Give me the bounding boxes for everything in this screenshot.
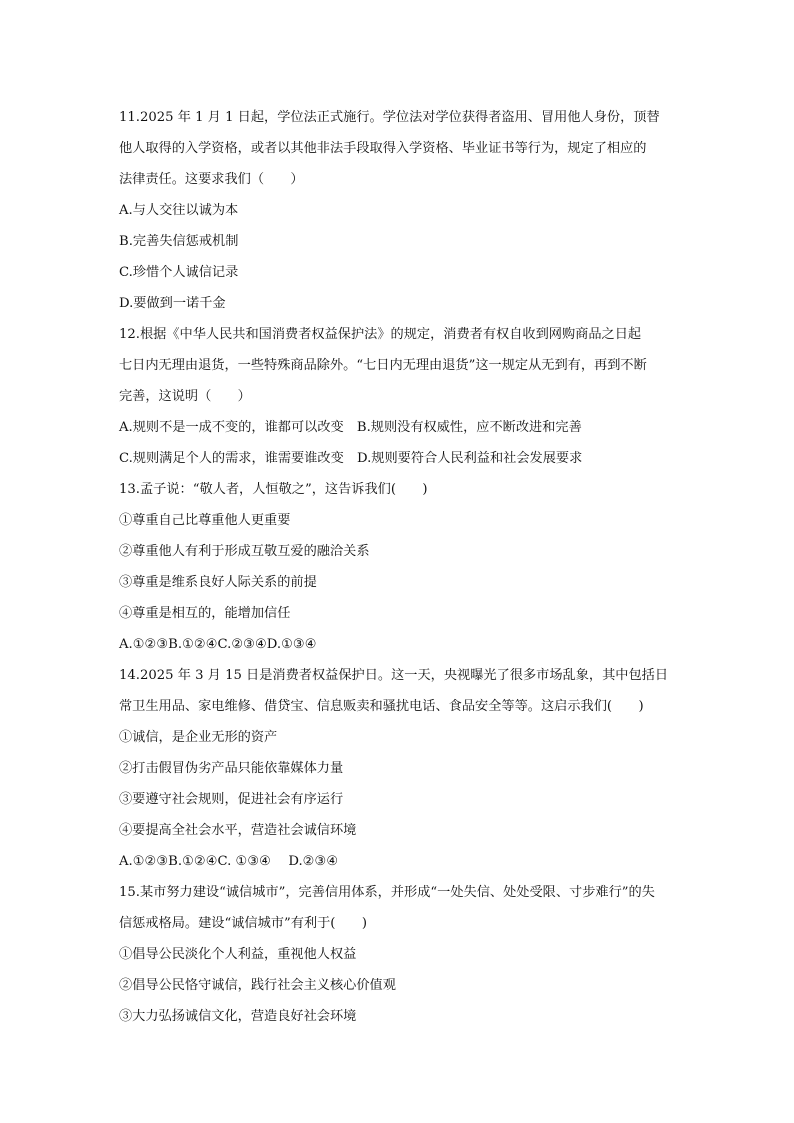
question-11 bbox=[119, 102, 679, 319]
question-stem-line: 他人取得的入学资格，或者以其他非法手段取得入学资格、毕业证书等行为，规定了相应的 bbox=[119, 141, 647, 156]
answer-option: A.与人交往以诚为本 bbox=[119, 203, 239, 218]
statement-option: ②打击假冒伪劣产品只能依靠媒体力量 bbox=[119, 761, 344, 776]
statement-option: ①诚信，是企业无形的资产 bbox=[119, 730, 278, 745]
question-13 bbox=[119, 474, 679, 660]
statement-option: ④要提高全社会水平，营造社会诚信环境 bbox=[119, 823, 357, 838]
answer-choices: A.①②③B.①②④C.②③④D.①③④ bbox=[119, 637, 317, 652]
answer-choices: A.①②③B.①②④C. ①③④ D.②③④ bbox=[119, 854, 339, 869]
question-stem-line: 常卫生用品、家电维修、借贷宝、信息贩卖和骚扰电话、食品安全等等。这启示我们( ) bbox=[119, 699, 644, 714]
statement-option: ③大力弘扬诚信文化，营造良好社会环境 bbox=[119, 1009, 357, 1024]
question-15 bbox=[119, 877, 679, 1032]
statement-option: ④尊重是相互的，能增加信任 bbox=[119, 606, 291, 621]
question-stem-line: 12.根据《中华人民共和国消费者权益保护法》的规定，消费者有权自收到网购商品之日起 bbox=[119, 327, 642, 342]
statement-option: ②尊重他人有利于形成互敬互爱的融洽关系 bbox=[119, 544, 370, 559]
answer-option: D.要做到一诺千金 bbox=[119, 296, 226, 311]
question-12 bbox=[119, 319, 679, 474]
question-stem-line: 11.2025 年 1 月 1 日起，学位法正式施行。学位法对学位获得者盗用、冒用他人身份，顶替 bbox=[119, 110, 660, 125]
answer-option: C.珍惜个人诚信记录 bbox=[119, 265, 239, 280]
statement-option: ②倡导公民恪守诚信，践行社会主义核心价值观 bbox=[119, 978, 396, 993]
question-14 bbox=[119, 660, 679, 877]
question-stem-line: 14.2025 年 3 月 15 日是消费者权益保护日。这一天，央视曝光了很多市场乱象，其中包括日 bbox=[119, 668, 669, 683]
question-stem-line: 七日内无理由退货，一些特殊商品除外。“七日内无理由退货”这一规定从无到有，再到不断 bbox=[119, 358, 647, 373]
question-stem-line: 13.孟子说：“敬人者，人恒敬之”，这告诉我们( ) bbox=[119, 482, 428, 497]
answer-option: B.完善失信惩戒机制 bbox=[119, 234, 239, 249]
statement-option: ③尊重是维系良好人际关系的前提 bbox=[119, 575, 317, 590]
answer-option: A.规则不是一成不变的，谁都可以改变 B.规则没有权威性，应不断改进和完善 bbox=[119, 420, 582, 435]
question-stem-line: 法律责任。这要求我们（ ） bbox=[119, 172, 304, 187]
statement-option: ①尊重自己比尊重他人更重要 bbox=[119, 513, 291, 528]
statement-option: ①倡导公民淡化个人利益，重视他人权益 bbox=[119, 947, 357, 962]
statement-option: ③要遵守社会规则，促进社会有序运行 bbox=[119, 792, 344, 807]
question-list bbox=[119, 102, 679, 1032]
question-stem-line: 15.某市努力建设“诚信城市”，完善信用体系，并形成“一处失信、处处受限、寸步难行”的失 bbox=[119, 885, 655, 900]
answer-option: C.规则满足个人的需求，谁需要谁改变 D.规则要符合人民利益和社会发展要求 bbox=[119, 451, 583, 466]
question-stem-line: 信惩戒格局。建设“诚信城市”有利于( ) bbox=[119, 916, 367, 931]
question-stem-line: 完善，这说明（ ） bbox=[119, 389, 251, 404]
